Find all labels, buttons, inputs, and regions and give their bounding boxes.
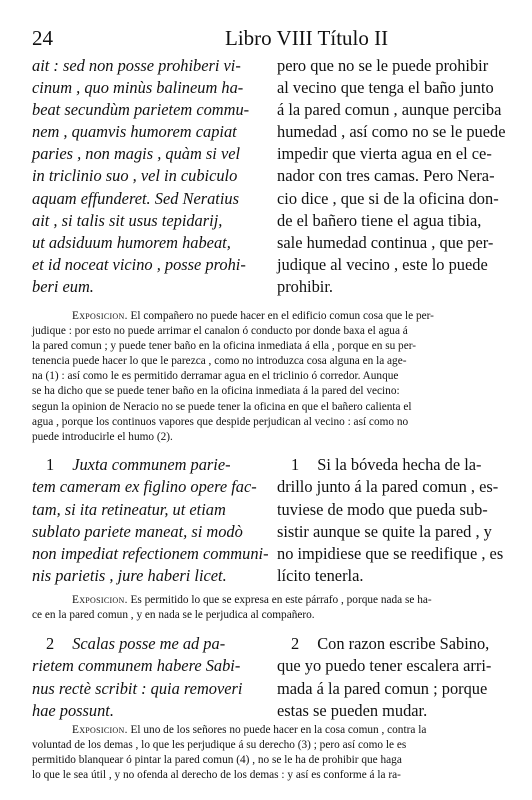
text-line: nus rectè scribit : quia removeri: [32, 678, 243, 698]
text-line: al vecino que tenga el baño junto: [277, 78, 494, 98]
text-line: lícito tenerla.: [277, 566, 364, 586]
text-line: que yo puedo tener escalera arri-: [277, 656, 492, 676]
section-2-latin: [32, 633, 242, 722]
text-line: ait : sed non posse prohiberi vi-: [32, 56, 241, 75]
text-line: se ha dicho que se puede tener baño en la oficina inmediata á la pared del vecino:: [32, 385, 400, 398]
spanish-column-1: [277, 55, 506, 298]
exposicion-block-2: [32, 593, 432, 623]
text-line: Es permitido lo que se expresa en este párrafo , porque nada se ha-: [130, 594, 432, 606]
text-line: cio dice , que si de la oficina don-: [277, 188, 499, 208]
text-line: segun la opinion de Neracio no se puede tener la oficina en que el bañero calienta el: [32, 400, 412, 413]
text-line: na (1) : así como le es permitido derramar agua en el triclinio ó corredor. Aunque: [32, 370, 399, 383]
text-line: tam, si ita retineatur, ut etiam: [32, 499, 226, 519]
text-line: ce en la pared comun , y en nada se le perjudica al compañero.: [32, 609, 315, 622]
text-line: no impidiese que se reedifique , es: [277, 544, 504, 564]
text-line: nis parietis , jure haberi licet.: [32, 566, 227, 586]
text-line: in triclinio suo , vel in cubiculo: [32, 166, 238, 186]
exposicion-label: Exposicion.: [72, 310, 128, 322]
text-line: judique al vecino , este lo puede: [277, 254, 488, 274]
exposicion-label: Exposicion.: [72, 724, 128, 736]
text-line: et id noceat vicino , posse prohi-: [32, 254, 246, 274]
text-line: drillo junto á la pared comun , es-: [277, 477, 499, 497]
text-line: aquam effunderet. Sed Neratius: [32, 188, 239, 208]
text-line: permitido blanquear ó pintar la pared comun (4) , no se le ha de prohibir que haga: [32, 754, 402, 767]
text-line: tenencia puede hacer lo que le parezca , como no introduzca cosa alguna en la age-: [32, 355, 407, 368]
exposicion-label: Exposicion.: [72, 594, 128, 606]
text-line: la pared comun ; y puede tener baño en la oficina inmediata á ella , porque en su per-: [32, 340, 417, 353]
text-line: nador con tres camas. Pero Nera-: [277, 166, 495, 186]
text-line: beri eum.: [32, 276, 94, 296]
text-line: non impediat refectionem communi-: [32, 544, 269, 564]
text-line: ut adsiduum humorem habeat,: [32, 232, 231, 252]
text-line: judique : por esto no puede arrimar el canalon ó conducto por donde baxa el agua á: [32, 325, 408, 338]
text-line: Juxta communem parie-: [72, 455, 231, 474]
text-line: cinum , quo minùs balineum ha-: [32, 78, 244, 98]
text-line: tem cameram ex figlino opere fac-: [32, 477, 257, 497]
section-number: 1: [46, 455, 55, 474]
text-line: humedad , así como no se le puede: [277, 122, 506, 142]
text-line: sublato pariete maneat, si modò: [32, 521, 243, 541]
text-line: El uno de los señores no puede hacer en la cosa comun , contra la: [130, 724, 427, 736]
page-number: 24: [32, 26, 53, 50]
text-line: puede introducirle el humo (2).: [32, 430, 173, 443]
text-line: Con razon escribe Sabino,: [317, 634, 490, 653]
text-line: lo que le sea útil , y no ofenda al derecho de los demas : y así es conforme á la ra-: [32, 769, 401, 782]
text-line: mada á la pared comun ; porque: [277, 678, 488, 698]
text-line: sistir aunque se quite la pared , y: [277, 521, 492, 541]
text-line: rietem communem habere Sabi-: [32, 656, 241, 676]
text-line: de el bañero tiene el agua tibia,: [277, 210, 482, 230]
section-1-latin: [32, 454, 269, 588]
exposicion-block-3: [32, 723, 426, 783]
text-line: ait , si talis sit usus tepidarij,: [32, 210, 223, 230]
text-line: beat secundùm parietem commu-: [32, 100, 250, 120]
text-line: Si la bóveda hecha de la-: [317, 455, 482, 474]
text-line: El compañero no puede hacer en el edificio comun cosa que le per-: [130, 310, 434, 322]
text-line: estas se pueden mudar.: [277, 700, 428, 720]
section-2-spanish: [277, 633, 491, 722]
latin-column-1: [32, 55, 249, 298]
section-number: 2: [46, 634, 55, 653]
running-title: Libro VIII Título II: [225, 26, 389, 50]
text-line: Scalas posse me ad pa-: [72, 634, 226, 653]
text-line: paries , non magis , quàm si vel: [32, 144, 241, 164]
text-line: pero que no se le puede prohibir: [277, 56, 489, 75]
text-line: voluntad de los demas , lo que les perjudique á su derecho (3) ; pero así como le es: [32, 739, 407, 752]
text-line: nem , quamvis humorem capiat: [32, 122, 237, 142]
section-1-spanish: [277, 454, 503, 588]
text-line: prohibir.: [277, 276, 333, 296]
text-line: á la pared comun , aunque perciba: [277, 100, 502, 120]
exposicion-block-1: [32, 309, 434, 445]
section-number: 2: [291, 634, 300, 653]
text-line: hae possunt.: [32, 700, 114, 720]
section-number: 1: [291, 455, 300, 474]
text-line: sale humedad continua , que per-: [277, 232, 494, 252]
text-line: agua , porque los continuos vapores que despide perjudican al vecino : así como no: [32, 415, 409, 428]
text-line: tuviese de modo que pueda sub-: [277, 499, 488, 519]
text-line: impedir que vierta agua en el ce-: [277, 144, 492, 164]
